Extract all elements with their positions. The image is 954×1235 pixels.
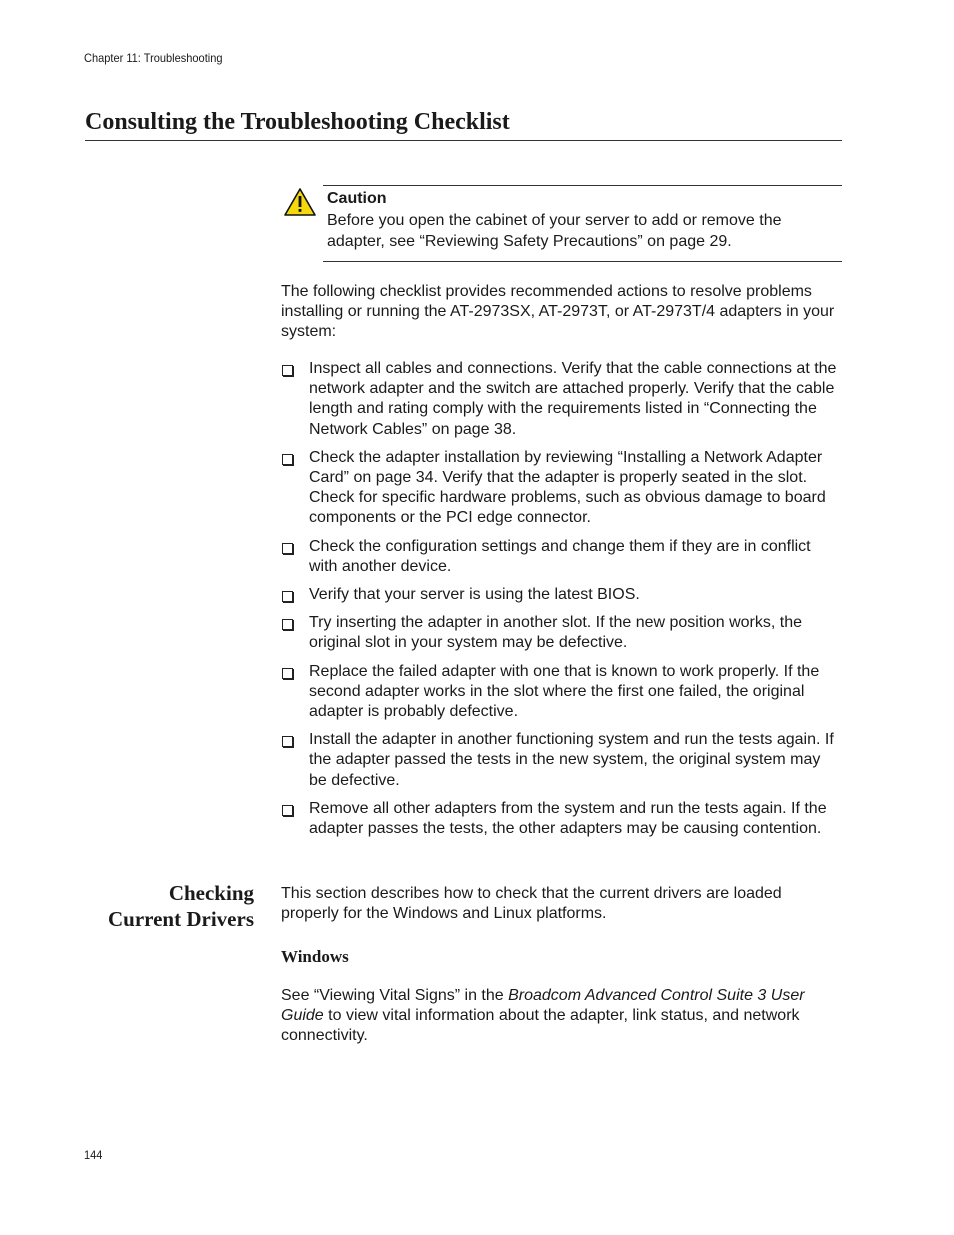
page-number: 144 bbox=[84, 1148, 103, 1162]
windows-text-after: to view vital information about the adapter, link status, and network connectivity. bbox=[281, 1007, 800, 1045]
windows-text-before: See “Viewing Vital Signs” in the bbox=[281, 987, 509, 1004]
checklist-item bbox=[281, 448, 842, 529]
checklist-item bbox=[281, 662, 842, 723]
running-header: Chapter 11: Troubleshooting bbox=[84, 51, 223, 65]
checklist-item bbox=[281, 799, 842, 839]
checklist-item bbox=[281, 613, 842, 653]
windows-guide-title: Broadcom Advanced Control Suite 3 User Guide bbox=[281, 987, 805, 1025]
section-intro: This section describes how to check that the current drivers are loaded properly for the Windows and Linux platforms. bbox=[281, 885, 782, 923]
section-heading bbox=[108, 880, 254, 932]
checklist-item-text: Remove all other adapters from the system and run the tests again. If the adapter passes the tests, the other adapters may be causing contention. bbox=[309, 799, 827, 838]
checkbox-icon bbox=[282, 454, 293, 465]
checkbox-icon bbox=[282, 736, 293, 747]
checklist-item-text: Check the adapter installation by reviewing “Installing a Network Adapter Card” on page 34. Verify that the adapter is properly seated in the slot. Check for specific hardware problems, such as obvious damage to board components or the PCI edge connector. bbox=[309, 448, 826, 527]
checkbox-icon bbox=[282, 668, 293, 679]
windows-subheading: Windows bbox=[281, 947, 349, 966]
warning-triangle-icon bbox=[283, 187, 317, 217]
troubleshooting-checklist bbox=[281, 359, 842, 847]
checklist-item bbox=[281, 359, 842, 440]
checkbox-icon bbox=[282, 365, 293, 376]
checklist-item-text: Verify that your server is using the latest BIOS. bbox=[309, 586, 640, 604]
page-title: Consulting the Troubleshooting Checklist bbox=[85, 109, 510, 135]
checklist-item-text: Replace the failed adapter with one that is known to work properly. If the second adapter works in the slot where the first one failed, the original adapter is probably defective. bbox=[309, 662, 820, 721]
checklist-item bbox=[281, 537, 842, 577]
checkbox-icon bbox=[282, 591, 293, 602]
checkbox-icon bbox=[282, 619, 293, 630]
caution-label: Caution bbox=[327, 190, 387, 207]
title-rule bbox=[85, 140, 842, 141]
intro-paragraph: The following checklist provides recommended actions to resolve problems installing or running the AT-2973SX, AT-2973T, or AT-2973T/4 adapters in your system: bbox=[281, 283, 835, 341]
caution-text: Before you open the cabinet of your server to add or remove the adapter, see “Reviewing Safety Precautions” on page 29. bbox=[327, 212, 782, 250]
checkbox-icon bbox=[282, 805, 293, 816]
checklist-item bbox=[281, 585, 842, 605]
checklist-item-text: Inspect all cables and connections. Verify that the cable connections at the network adapter and the switch are attached properly. Verify that the cable length and rating comply with the requirements listed in “Connecting the Network Cables” on page 38. bbox=[309, 360, 837, 438]
windows-paragraph bbox=[281, 986, 841, 1047]
checkbox-icon bbox=[282, 543, 293, 554]
checklist-item-text: Check the configuration settings and change them if they are in conflict with another device. bbox=[309, 537, 811, 575]
checklist-item-text: Install the adapter in another functioning system and run the tests again. If the adapter passed the tests in the new system, the original system may be defective. bbox=[309, 731, 834, 789]
checklist-item-text: Try inserting the adapter in another slot. If the new position works, the original slot in your system may be defective. bbox=[309, 614, 802, 652]
checklist-item bbox=[281, 730, 842, 791]
section-heading-line1: Checking bbox=[168, 881, 254, 905]
section-heading-line2: Current Drivers bbox=[108, 907, 254, 931]
